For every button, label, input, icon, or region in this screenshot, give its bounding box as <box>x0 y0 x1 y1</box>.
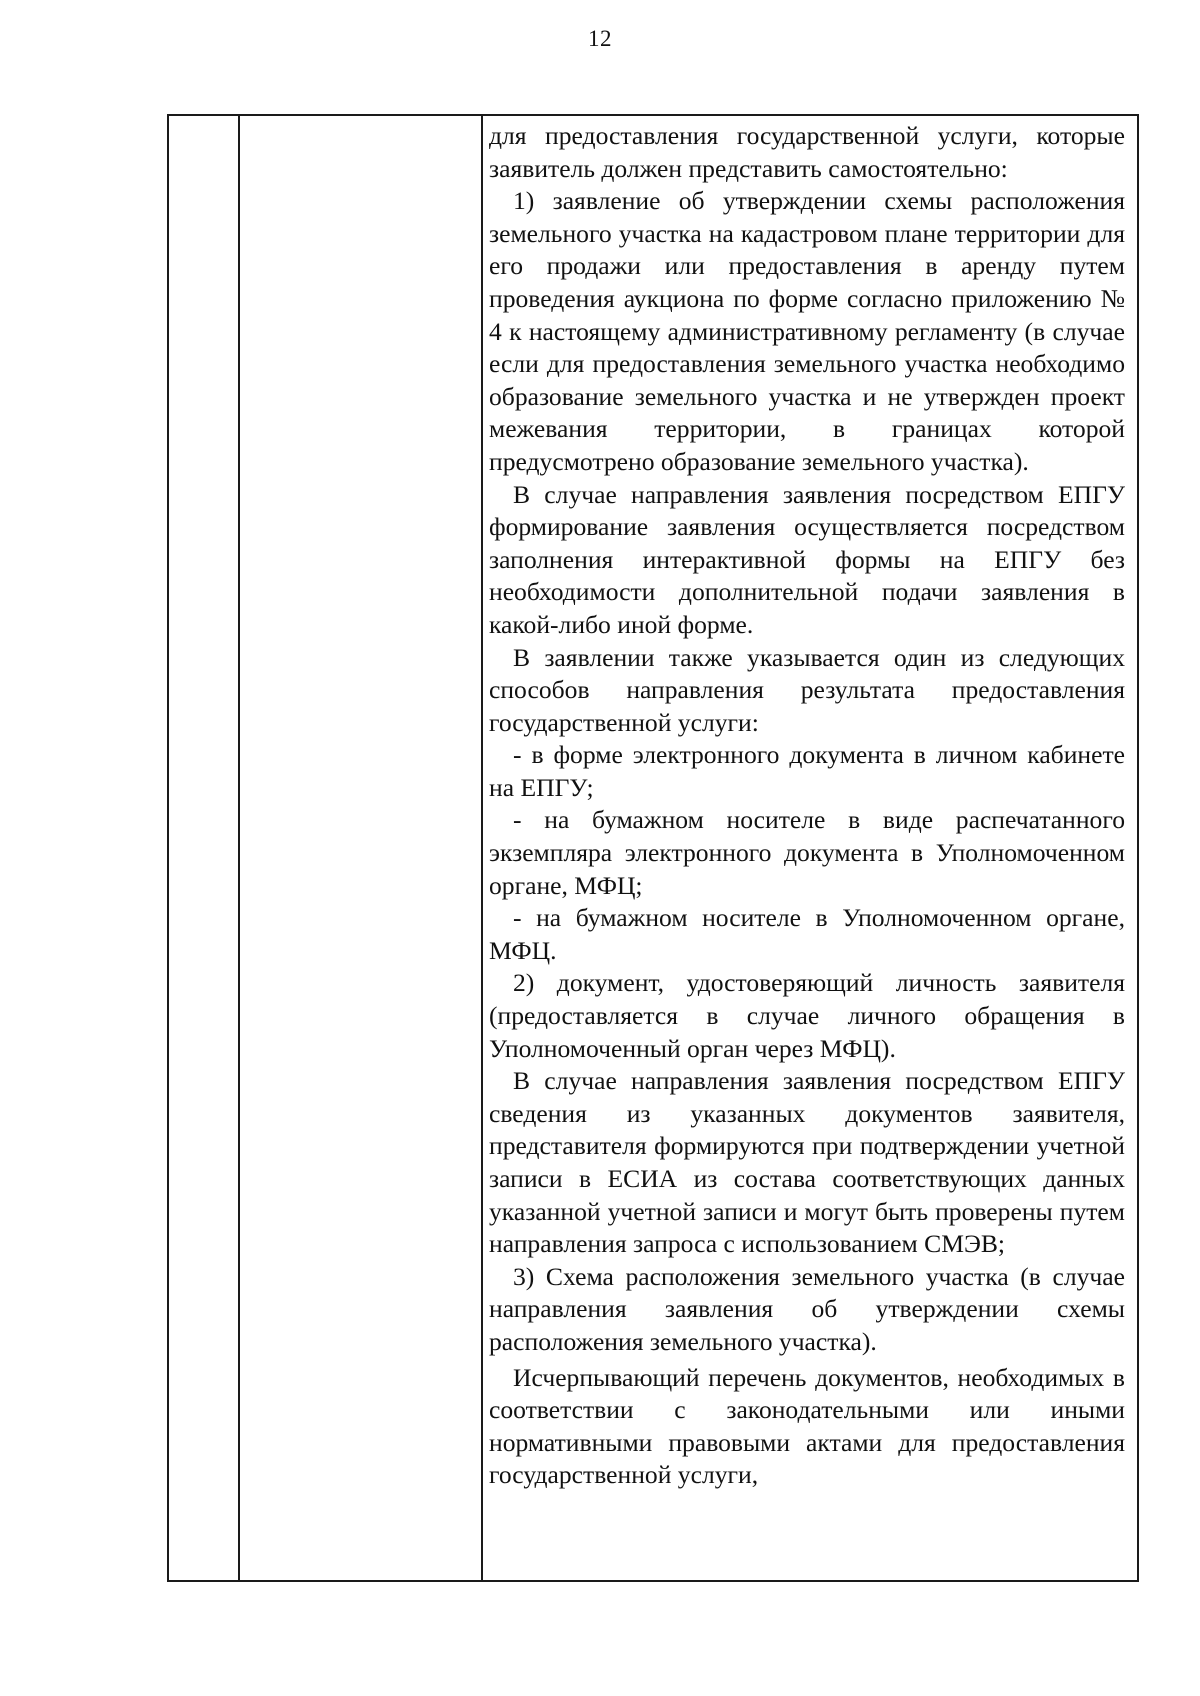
paragraph: 2) документ, удостоверяющий личность заявителя (предоставляется в случае личного обращения в Уполномоченный орган через МФЦ). <box>489 968 1125 1063</box>
paragraph: для предоставления государственной услуги, которые заявитель должен представить самостоятельно: <box>489 121 1125 183</box>
table-cell-text <box>489 120 1125 1492</box>
list-item: - на бумажном носителе в виде распечатанного экземпляра электронного документа в Уполномоченном органе, МФЦ; <box>489 805 1125 900</box>
paragraph: В случае направления заявления посредством ЕПГУ сведения из указанных документов заявителя, представителя формируются при подтверждении учетной записи в ЕСИА из состава соответствующих данных указанной учетной записи и могут быть проверены путем направления запроса с использованием СМЭВ; <box>489 1066 1125 1259</box>
table-cell-empty-first <box>169 116 238 1580</box>
page-number: 12 <box>588 26 612 51</box>
list-item: - в форме электронного документа в личном кабинете на ЕПГУ; <box>489 740 1125 802</box>
paragraph: В случае направления заявления посредством ЕПГУ формирование заявления осуществляется посредством заполнения интерактивной формы на ЕПГУ без необходимости дополнительной подачи заявления в какой-либо иной форме. <box>489 479 1125 639</box>
list-item: - на бумажном носителе в Уполномоченном органе, МФЦ. <box>489 903 1125 965</box>
paragraph: В заявлении также указывается один из следующих способов направления результата предоставления государственной услуги: <box>489 642 1125 737</box>
paragraph: Исчерпывающий перечень документов, необходимых в соответствии с законодательными или иными нормативными правовыми актами для предоставления государственной услуги, <box>489 1362 1125 1490</box>
column-divider <box>481 116 483 1580</box>
paragraph: 3) Схема расположения земельного участка (в случае направления заявления об утверждении схемы расположения земельного участка). <box>489 1261 1125 1356</box>
document-table <box>167 114 1139 1582</box>
paragraph: 1) заявление об утверждении схемы расположения земельного участка на кадастровом плане территории для его продажи или предоставления в аренду путем проведения аукциона по форме согласно приложению № 4 к настоящему административному регламенту (в случае если для предоставления земельного участка необходимо образование земельного участка и не утвержден проект межевания территории, в границах которой предусмотрено образование земельного участка). <box>489 186 1125 476</box>
table-cell-empty-second <box>240 116 481 1580</box>
